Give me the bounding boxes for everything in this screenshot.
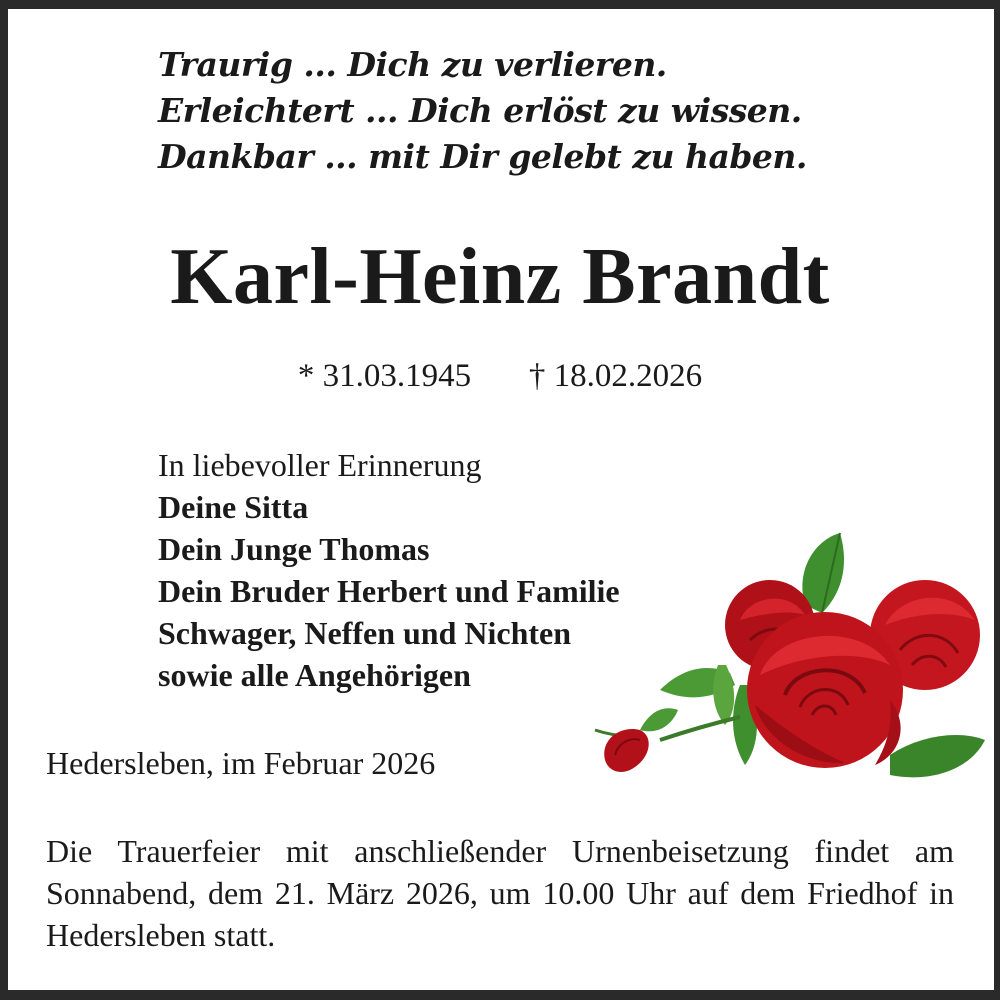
mourner-line: sowie alle Angehörigen [158,657,471,693]
verse-line: Erleichtert ... Dich erlöst zu wissen. [158,91,802,130]
death-date: † 18.02.2026 [528,358,703,394]
mourner-line: Dein Junge Thomas [158,531,430,567]
life-dates [0,356,1000,396]
memorial-verse [158,42,807,180]
birth-date: * 31.03.1945 [297,358,472,394]
funeral-notice: Die Trauerfeier mit anschließender Urnenbeisetzung findet am Sonnabend, dem 21. März 2026, um 10.00 Uhr auf dem Friedhof in Hedersleben statt. [46,833,954,953]
red-roses-image [590,525,990,795]
verse-line: Dankbar ... mit Dir gelebt zu haben. [158,137,807,176]
deceased-name: Karl-Heinz Brandt [170,233,830,321]
place-and-date: Hedersleben, im Februar 2026 [46,745,436,781]
mourner-line: Deine Sitta [158,489,309,525]
mourner-line: Dein Bruder Herbert und Familie [158,573,620,609]
mourners-block [158,444,620,696]
verse-line: Traurig ... Dich zu verlieren. [158,45,667,84]
mourners-intro: In liebevoller Erinnerung [158,447,482,483]
mourner-line: Schwager, Neffen und Nichten [158,615,572,651]
